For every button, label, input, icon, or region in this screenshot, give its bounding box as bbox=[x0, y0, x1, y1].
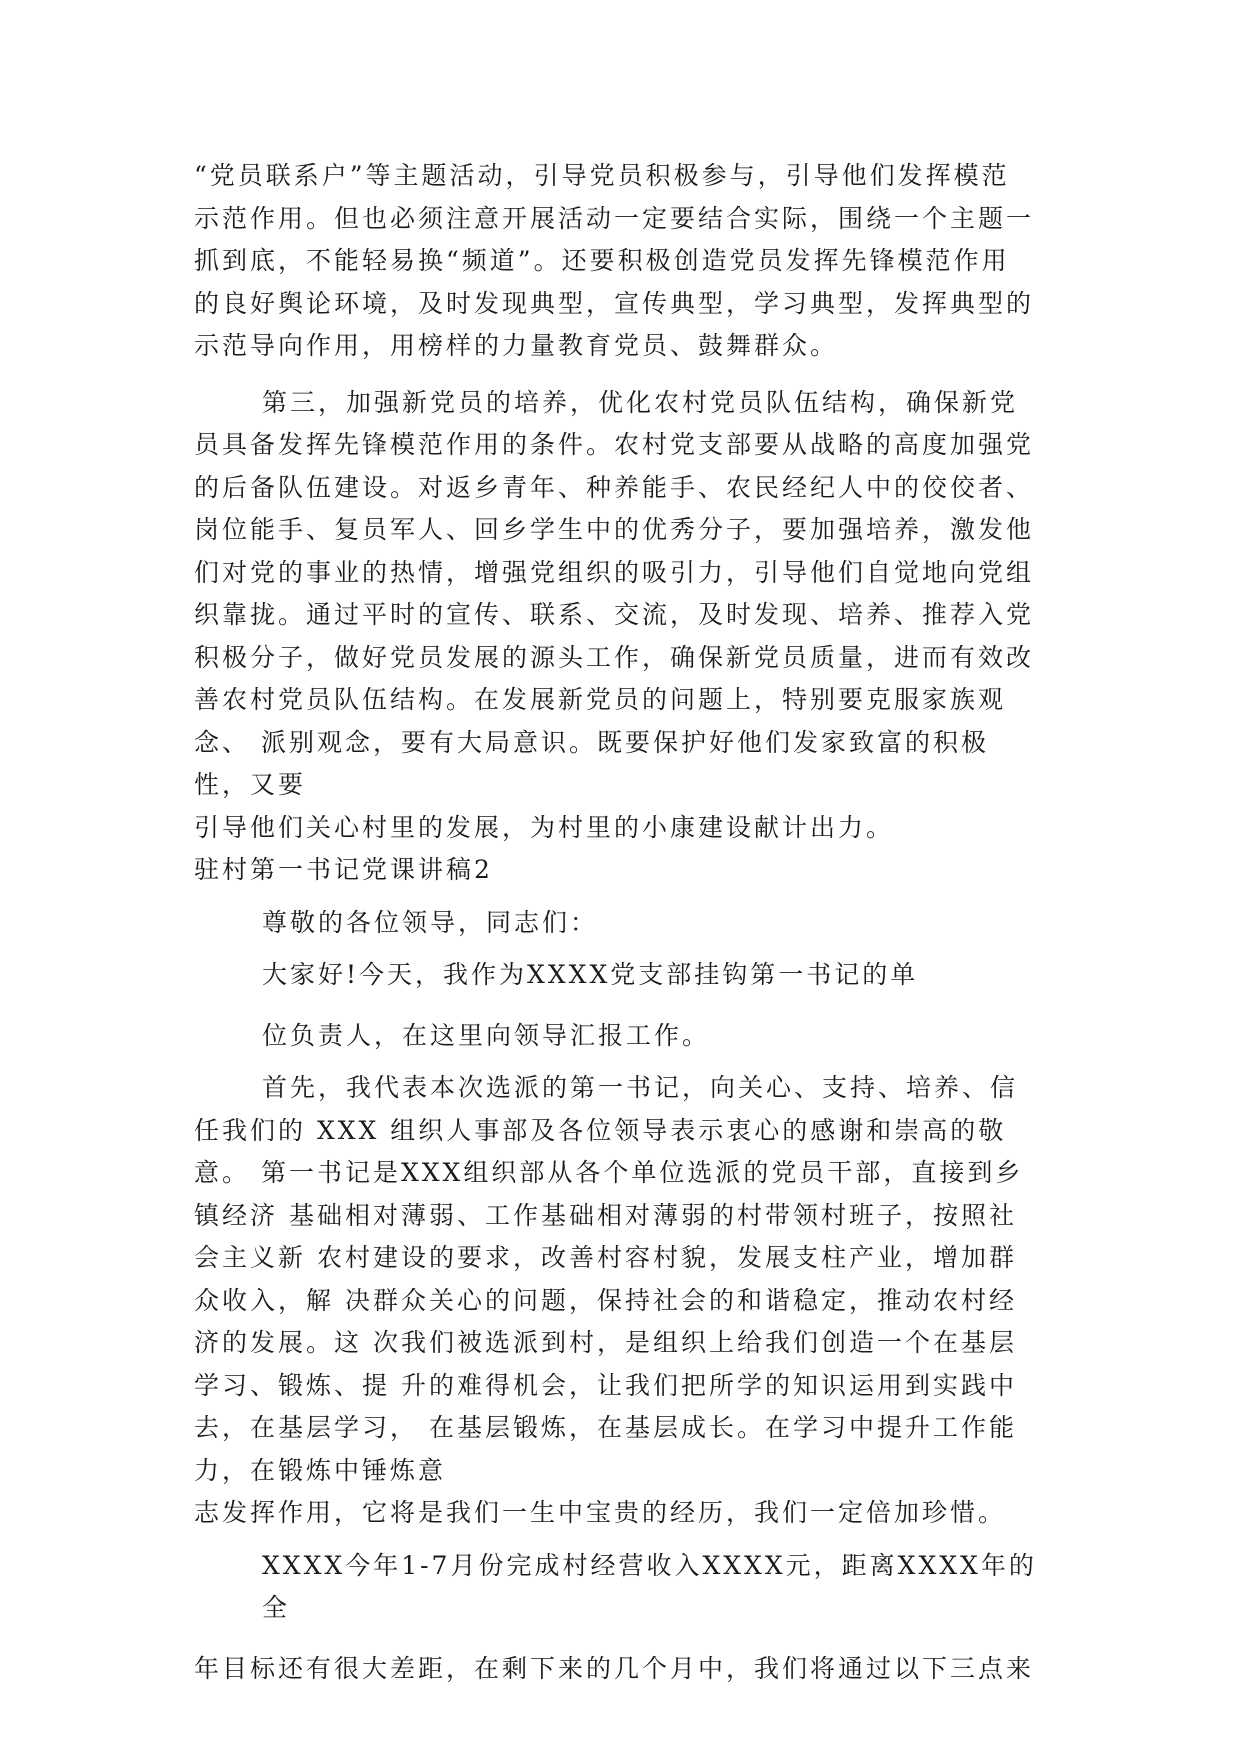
text-line: 善农村党员队伍结构。在发展新党员的问题上，特别要克服家族观 bbox=[194, 685, 1007, 714]
text-line: 第三，加强新党员的培养，优化农村党员队伍结构，确保新党 bbox=[262, 387, 1019, 417]
text-line: 念、 派别观念，要有大局意识。既要保护好他们发家致富的积极 bbox=[194, 727, 989, 757]
text-line: XXXX今年1-7月份完成村经营收入XXXX元，距离XXXX年的 bbox=[262, 1550, 1037, 1580]
text-line: 全 bbox=[262, 1593, 291, 1622]
greeting-continuation bbox=[194, 1015, 1054, 1058]
text-line: 志发挥作用，它将是我们一生中宝贵的经历，我们一定倍加珍惜。 bbox=[194, 1498, 1007, 1527]
paragraph-first-thanks bbox=[194, 1067, 1054, 1492]
text-line: 积极分子，做好党员发展的源头工作，确保新党员质量，进而有效改 bbox=[194, 642, 1035, 672]
text-line: 的后备队伍建设。对返乡青年、种养能手、农民经纪人中的佼佼者、 bbox=[194, 472, 1035, 502]
text-line: “党员联系户”等主题活动，引导党员积极参与，引导他们发挥模范 bbox=[194, 161, 1010, 190]
text-line: 们对党的事业的热情，增强党组织的吸引力，引导他们自觉地向党组 bbox=[194, 557, 1035, 587]
text-line: 任我们的 XXX 组织人事部及各位领导表示衷心的感谢和崇高的敬 bbox=[194, 1115, 1007, 1145]
text-line: 众收入，解 决群众关心的问题，保持社会的和谐稳定，推动农村经 bbox=[194, 1285, 1017, 1315]
paragraph-continuation bbox=[194, 807, 1054, 850]
text-line: 尊敬的各位领导，同志们： bbox=[262, 907, 599, 937]
text-line: 镇经济 基础相对薄弱、工作基础相对薄弱的村带领村班子，按照社 bbox=[194, 1200, 1017, 1230]
section-heading bbox=[194, 849, 1054, 892]
document-body bbox=[194, 155, 1054, 1690]
paragraph-continuation bbox=[194, 1492, 1054, 1535]
text-line: 员具备发挥先锋模范作用的条件。农村党支部要从战略的高度加强党 bbox=[194, 430, 1035, 459]
text-line: 大家好!今天，我作为XXXX党支部挂钩第一书记的单 bbox=[262, 960, 919, 989]
text-line: 位负责人，在这里向领导汇报工作。 bbox=[262, 1020, 711, 1050]
text-line: 年目标还有很大差距，在剩下来的几个月中，我们将通过以下三点来 bbox=[194, 1653, 1035, 1683]
text-line: 抓到底，不能轻易换“频道”。还要积极创造党员发挥先锋模范作用 bbox=[194, 246, 1010, 275]
paragraph-third-point bbox=[194, 382, 1054, 807]
text-line: 岗位能手、复员军人、回乡学生中的优秀分子，要加强培养，激发他 bbox=[194, 515, 1035, 544]
text-line: 引导他们关心村里的发展，为村里的小康建设献计出力。 bbox=[194, 812, 895, 842]
text-line: 的良好舆论环境，及时发现典型，宣传典型，学习典型，发挥典型的 bbox=[194, 288, 1035, 318]
text-line: 学习、锻炼、提 升的难得机会，让我们把所学的知识运用到实践中 bbox=[194, 1370, 1017, 1400]
text-line: 示范导向作用，用榜样的力量教育党员、鼓舞群众。 bbox=[194, 331, 839, 360]
paragraph-revenue bbox=[194, 1545, 1054, 1630]
heading-text: 驻村第一书记党课讲稿2 bbox=[194, 855, 493, 884]
text-line: 首先，我代表本次选派的第一书记，向关心、支持、培养、信 bbox=[262, 1073, 1019, 1102]
paragraph-party-member-households bbox=[194, 155, 1054, 368]
paragraph-annual-target bbox=[194, 1648, 1054, 1691]
text-line: 性，又要 bbox=[194, 770, 307, 799]
text-line: 示范作用。但也必须注意开展活动一定要结合实际，围绕一个主题一 bbox=[194, 203, 1035, 233]
text-line: 济的发展。这 次我们被选派到村，是组织上给我们创造一个在基层 bbox=[194, 1328, 1017, 1357]
text-line: 力，在锻炼中锤炼意 bbox=[194, 1455, 447, 1485]
text-line: 织靠拢。通过平时的宣传、联系、交流，及时发现、培养、推荐入党 bbox=[194, 600, 1035, 629]
text-line: 会主义新 农村建设的要求，改善村容村貌，发展支柱产业，增加群 bbox=[194, 1243, 1017, 1272]
salutation bbox=[194, 902, 1054, 945]
greeting-line bbox=[194, 954, 1054, 997]
text-line: 意。 第一书记是XXX组织部从各个单位选派的党员干部，直接到乡 bbox=[194, 1158, 1024, 1187]
text-line: 去，在基层学习， 在基层锻炼，在基层成长。在学习中提升工作能 bbox=[194, 1413, 1017, 1442]
